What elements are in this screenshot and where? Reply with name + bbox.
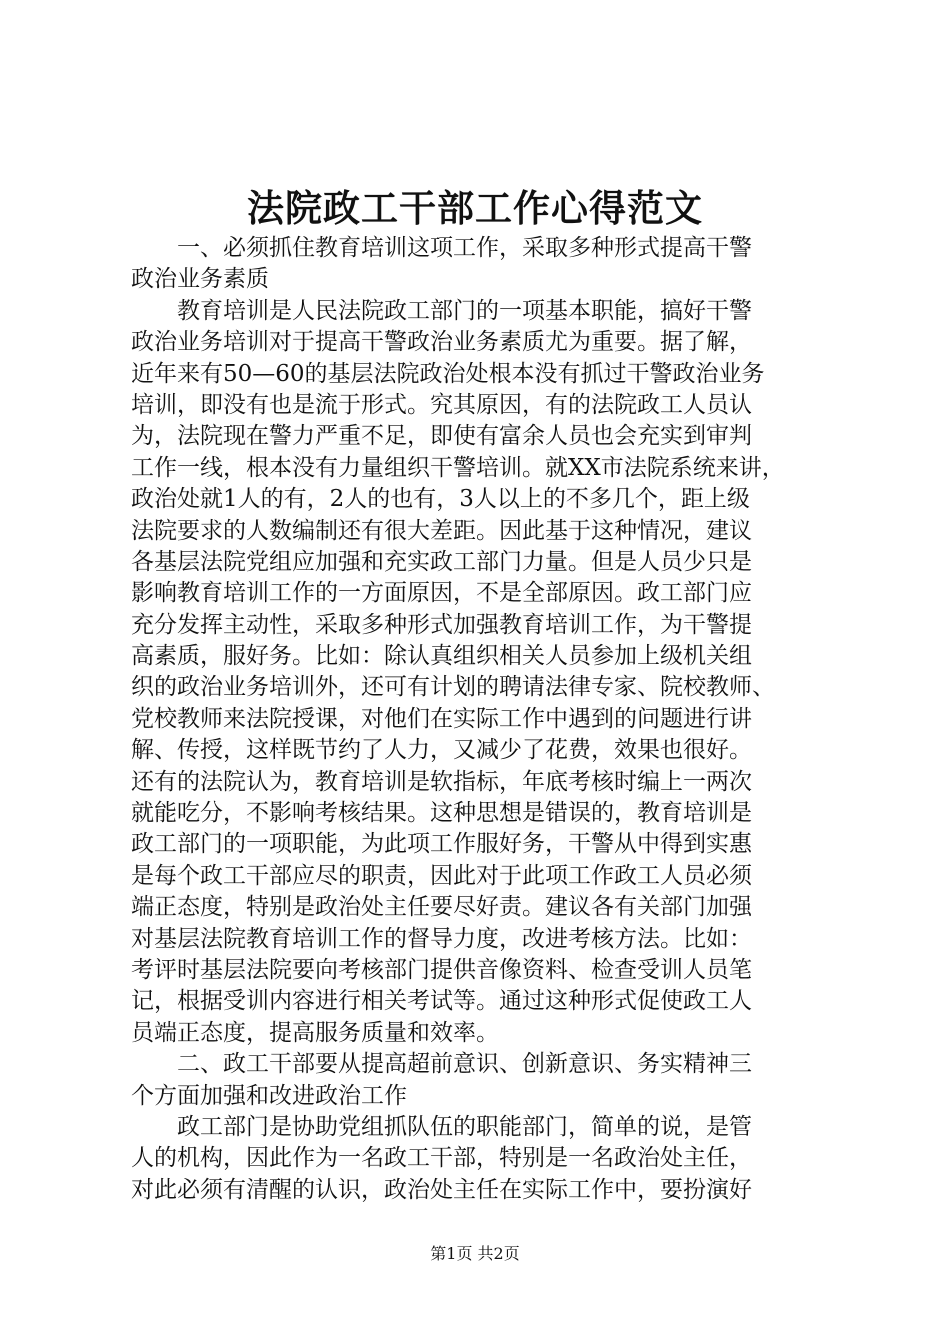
body-line: 培训，即没有也是流于形式。究其原因，有的法院政工人员认 [131, 391, 752, 418]
body-line: 政工部门是协助党组抓队伍的职能部门，简单的说，是管 [131, 1113, 752, 1140]
body-line: 政工部门的一项职能，为此项工作服好务，干警从中得到实惠 [131, 831, 752, 858]
body-line: 对基层法院教育培训工作的督导力度，改进考核方法。比如： [131, 925, 752, 952]
body-line: 工作一线，根本没有力量组织干警培训。就XX市法院系统来讲， [131, 454, 785, 481]
body-line: 还有的法院认为，教育培训是软指标，年底考核时编上一两次 [131, 768, 752, 795]
body-line: 高素质，服好务。比如：除认真组织相关人员参加上级机关组 [131, 643, 752, 670]
body-line: 织的政治业务培训外，还可有计划的聘请法律专家、院校教师、 [131, 674, 775, 701]
body-line: 员端正态度，提高服务质量和效率。 [131, 1019, 499, 1046]
body-line: 为，法院现在警力严重不足，即使有富余人员也会充实到审判 [131, 423, 752, 450]
body-line: 人的机构，因此作为一名政工干部，特别是一名政治处主任， [131, 1145, 752, 1172]
body-line: 端正态度，特别是政治处主任要尽好责。建议各有关部门加强 [131, 894, 752, 921]
body-line: 政治处就1人的有，2人的也有，3人以上的不多几个，距上级 [131, 486, 750, 513]
body-line: 影响教育培训工作的一方面原因，不是全部原因。政工部门应 [131, 580, 752, 607]
body-line: 法院要求的人数编制还有很大差距。因此基于这种情况，建议 [131, 517, 752, 544]
body-line: 政治业务素质 [131, 266, 269, 293]
body-line: 一、必须抓住教育培训这项工作，采取多种形式提高干警 [131, 235, 752, 261]
body-line: 是每个政工干部应尽的职责，因此对于此项工作政工人员必须 [131, 862, 752, 889]
body-line: 记，根据受训内容进行相关考试等。通过这种形式促使政工人 [131, 988, 752, 1015]
document-body [131, 233, 835, 1206]
body-line: 各基层法院党组应加强和充实政工部门力量。但是人员少只是 [131, 548, 752, 575]
body-line: 党校教师来法院授课，对他们在实际工作中遇到的问题进行讲 [131, 705, 752, 732]
body-line: 解、传授，这样既节约了人力，又减少了花费，效果也很好。 [131, 737, 752, 764]
body-line: 就能吃分，不影响考核结果。这种思想是错误的，教育培训是 [131, 800, 752, 827]
body-line: 政治业务培训对于提高干警政治业务素质尤为重要。据了解， [131, 329, 752, 356]
body-line: 充分发挥主动性，采取多种形式加强教育培训工作，为干警提 [131, 611, 752, 638]
body-line: 近年来有50—60的基层法院政治处根本没有抓过干警政治业务 [131, 360, 765, 387]
body-line: 个方面加强和改进政治工作 [131, 1082, 407, 1109]
body-line: 考评时基层法院要向考核部门提供音像资料、检查受训人员笔 [131, 956, 752, 983]
body-line: 对此必须有清醒的认识，政治处主任在实际工作中，要扮演好 [131, 1176, 752, 1203]
body-line: 教育培训是人民法院政工部门的一项基本职能，搞好干警 [131, 297, 752, 324]
body-line: 二、政工干部要从提高超前意识、创新意识、务实精神三 [131, 1051, 752, 1078]
page-number-footer: 第1页 共2页 [430, 1244, 520, 1263]
document-title: 法院政工干部工作心得范文 [247, 186, 703, 230]
